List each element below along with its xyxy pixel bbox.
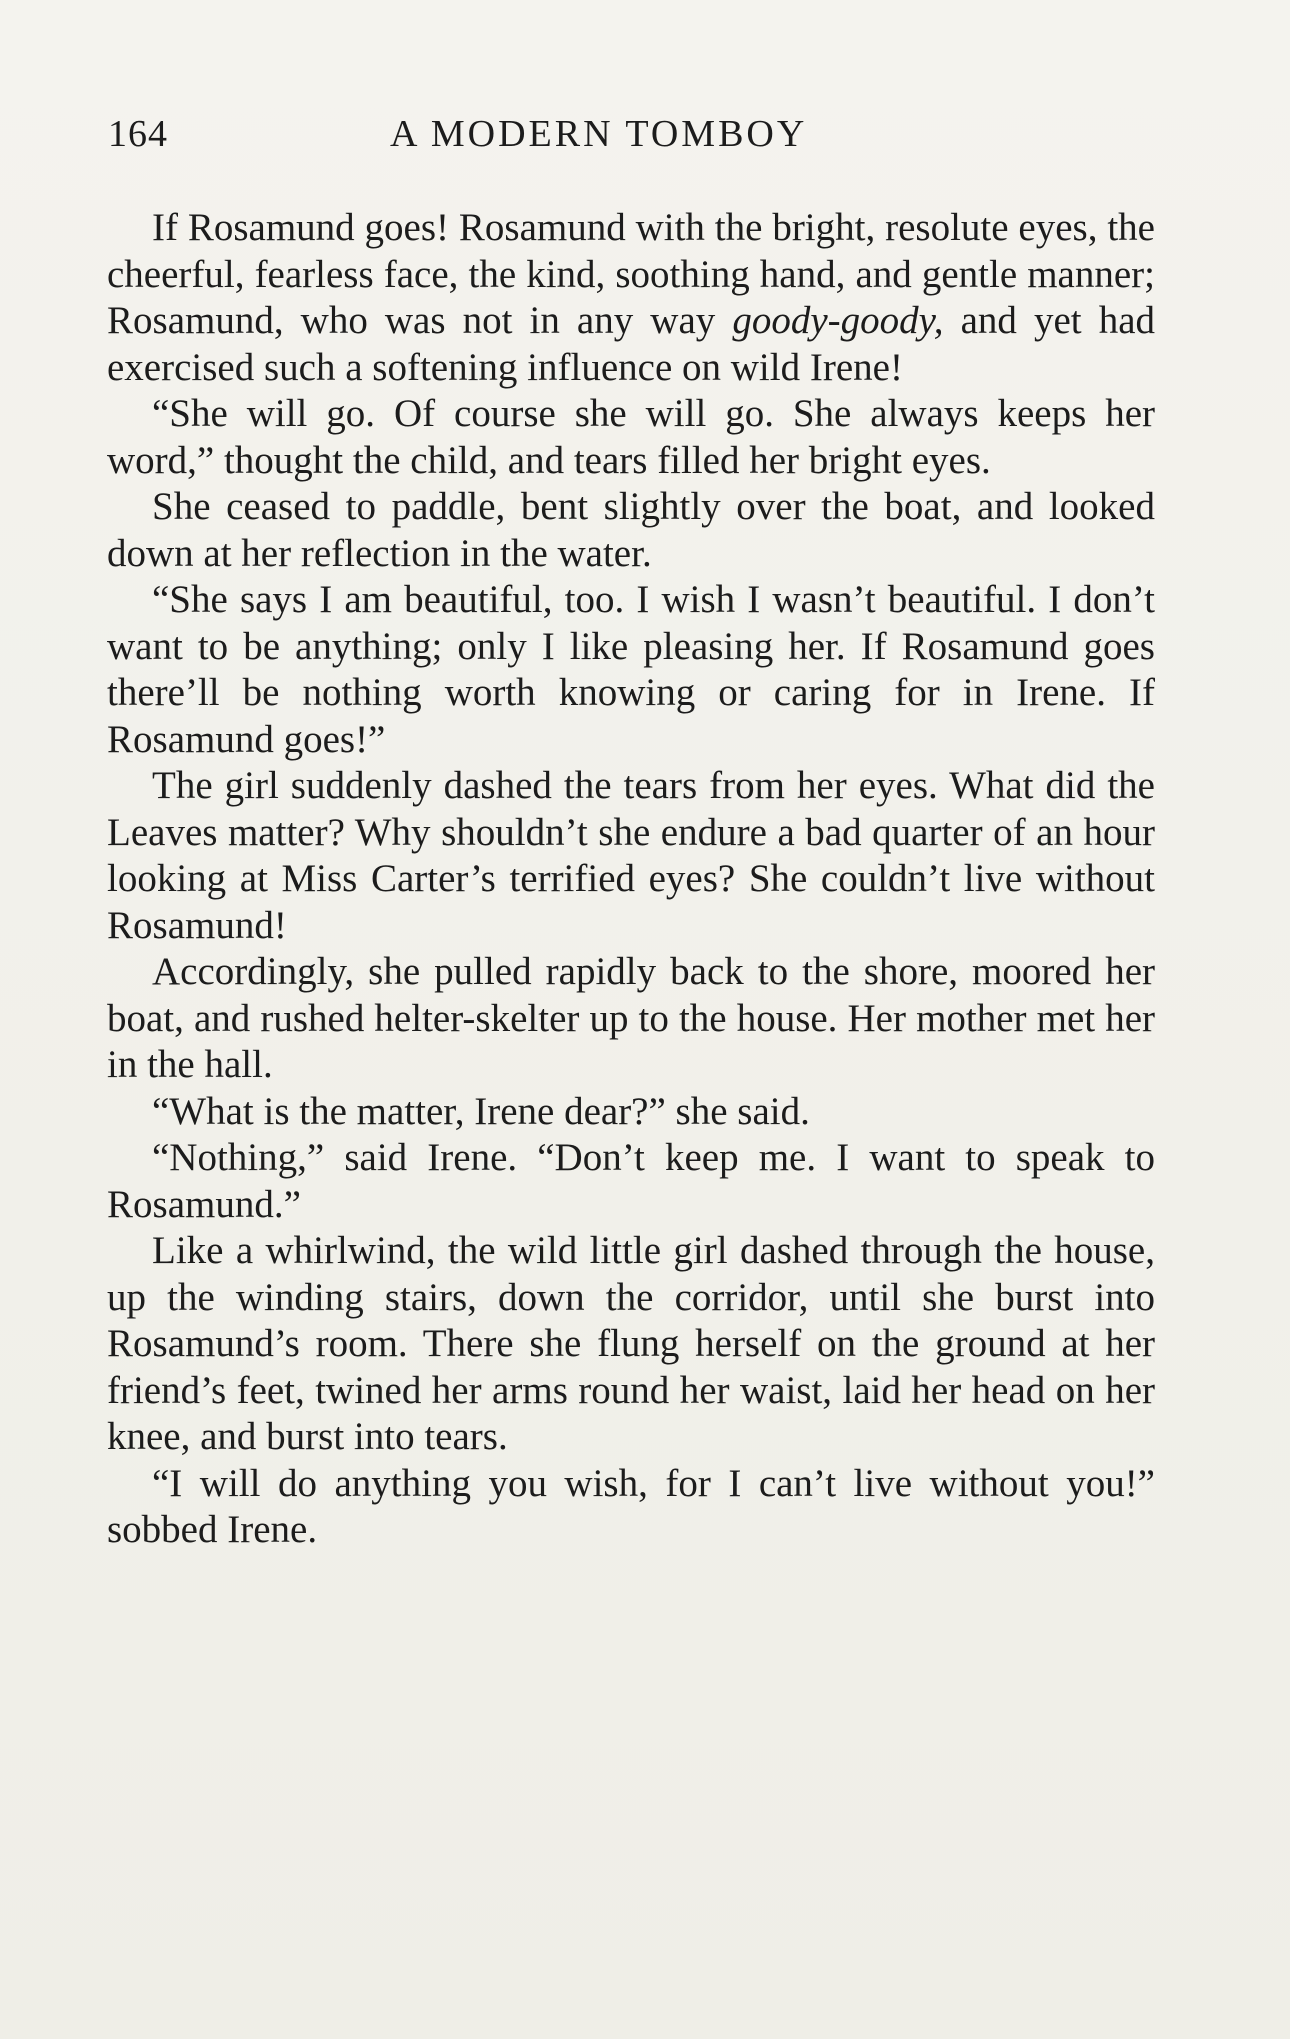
running-head <box>108 112 1158 162</box>
book-title: A MODERN TOMBOY <box>390 113 808 155</box>
paragraph-1-italic-word: goody-goody, <box>732 299 944 342</box>
page-number: 164 <box>108 113 168 155</box>
paragraph-4: “She says I am beautiful, too. I wish I wasn’t beautiful. I don’t want to be anything; only I like pleasing her. If Rosamund goes there’ll be nothing worth knowing or caring for in Irene. If Rosamund goes!” <box>107 578 1155 761</box>
paragraph-1-text-start: If Rosamund goes! Rosamund with the bright, resolute eyes, the cheerful, fearless face, the kind, soothing hand, and gentle manner; Rosamund, who was not in any way <box>107 206 1155 342</box>
paragraph-7: “What is the matter, Irene dear?” she said. <box>152 1089 810 1133</box>
paragraph-5: The girl suddenly dashed the tears from her eyes. What did the Leaves matter? Why shouldn’t she endure a bad quarter of an hour looking at Miss Carter’s terrified eyes? She couldn’t live without Rosamund! <box>107 764 1155 947</box>
paragraph-3: She ceased to paddle, bent slightly over the boat, and looked down at her reflection in the water. <box>107 485 1155 575</box>
body-text <box>107 205 1155 1554</box>
paragraph-8: “Nothing,” said Irene. “Don’t keep me. I want to speak to Rosamund.” <box>107 1136 1155 1226</box>
paragraph-1-text-end: and yet had exercised such a softening influence on wild Irene! <box>107 299 1156 389</box>
paragraph-9: Like a whirlwind, the wild little girl dashed through the house, up the winding stairs, down the corridor, until she burst into Rosamund’s room. There she flung herself on the ground at her friend’s feet, twined her arms round her waist, laid her head on her knee, and burst into tears. <box>107 1229 1155 1458</box>
paragraph-6: Accordingly, she pulled rapidly back to the shore, moored her boat, and rushed helter-skelter up to the house. Her mother met her in the hall. <box>107 950 1155 1086</box>
paragraph-2: “She will go. Of course she will go. She always keeps her word,” thought the child, and tears filled her bright eyes. <box>107 392 1155 482</box>
paragraph-10: “I will do anything you wish, for I can’t live without you!” sobbed Irene. <box>107 1461 1155 1551</box>
paragraph-1 <box>107 205 1155 391</box>
